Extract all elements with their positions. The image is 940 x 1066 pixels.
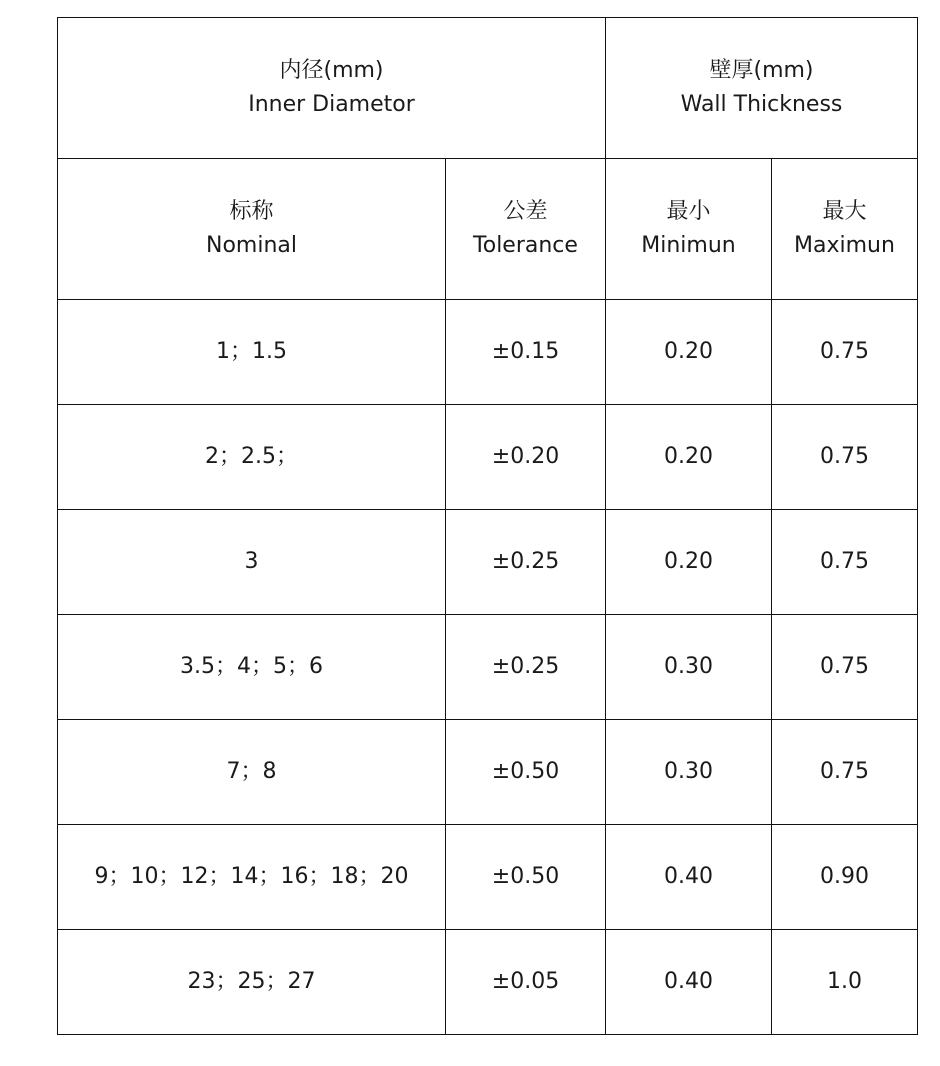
- wall-thickness-en: Wall Thickness: [680, 92, 843, 117]
- table-row: [58, 405, 918, 510]
- min-cell: 0.40: [606, 825, 772, 930]
- max-cell: 0.75: [772, 405, 918, 510]
- minimum-zh: 最小: [666, 199, 711, 224]
- max-cell: 0.75: [772, 300, 918, 405]
- inner-diameter-en: Inner Diametor: [248, 92, 415, 117]
- tolerance-cell: ±0.50: [446, 720, 606, 825]
- wall-thickness-header: [606, 18, 918, 159]
- tolerance-cell: ±0.05: [446, 930, 606, 1035]
- min-cell: 0.20: [606, 300, 772, 405]
- max-cell: 0.75: [772, 720, 918, 825]
- nominal-cell: 3: [58, 510, 446, 615]
- column-header-row: [58, 159, 918, 300]
- tolerance-cell: ±0.50: [446, 825, 606, 930]
- maximum-en: Maximun: [794, 233, 895, 258]
- table-row: [58, 615, 918, 720]
- minimum-header: [606, 159, 772, 300]
- tolerance-cell: ±0.15: [446, 300, 606, 405]
- min-cell: 0.40: [606, 930, 772, 1035]
- tolerance-cell: ±0.25: [446, 510, 606, 615]
- wall-thickness-zh: 壁厚(mm): [709, 58, 814, 83]
- minimum-en: Minimun: [641, 233, 736, 258]
- tolerance-zh: 公差: [503, 199, 548, 224]
- nominal-cell: 3.5；4；5；6: [58, 615, 446, 720]
- max-cell: 0.90: [772, 825, 918, 930]
- inner-diameter-header: [58, 18, 606, 159]
- specification-table: [57, 17, 918, 1035]
- nominal-zh: 标称: [229, 199, 274, 224]
- group-header-row: [58, 18, 918, 159]
- maximum-header: [772, 159, 918, 300]
- table-row: [58, 930, 918, 1035]
- maximum-zh: 最大: [822, 199, 867, 224]
- inner-diameter-zh: 内径(mm): [279, 58, 384, 83]
- table-row: [58, 825, 918, 930]
- tolerance-en: Tolerance: [473, 233, 578, 258]
- min-cell: 0.30: [606, 720, 772, 825]
- max-cell: 0.75: [772, 615, 918, 720]
- nominal-en: Nominal: [206, 233, 297, 258]
- table-row: [58, 300, 918, 405]
- nominal-cell: 9；10；12；14；16；18；20: [58, 825, 446, 930]
- tolerance-cell: ±0.25: [446, 615, 606, 720]
- table-row: [58, 510, 918, 615]
- max-cell: 1.0: [772, 930, 918, 1035]
- tolerance-cell: ±0.20: [446, 405, 606, 510]
- tolerance-header: [446, 159, 606, 300]
- table-row: [58, 720, 918, 825]
- nominal-cell: 1；1.5: [58, 300, 446, 405]
- nominal-cell: 2；2.5；: [58, 405, 446, 510]
- min-cell: 0.20: [606, 405, 772, 510]
- nominal-header: [58, 159, 446, 300]
- nominal-cell: 7；8: [58, 720, 446, 825]
- max-cell: 0.75: [772, 510, 918, 615]
- nominal-cell: 23；25；27: [58, 930, 446, 1035]
- min-cell: 0.20: [606, 510, 772, 615]
- min-cell: 0.30: [606, 615, 772, 720]
